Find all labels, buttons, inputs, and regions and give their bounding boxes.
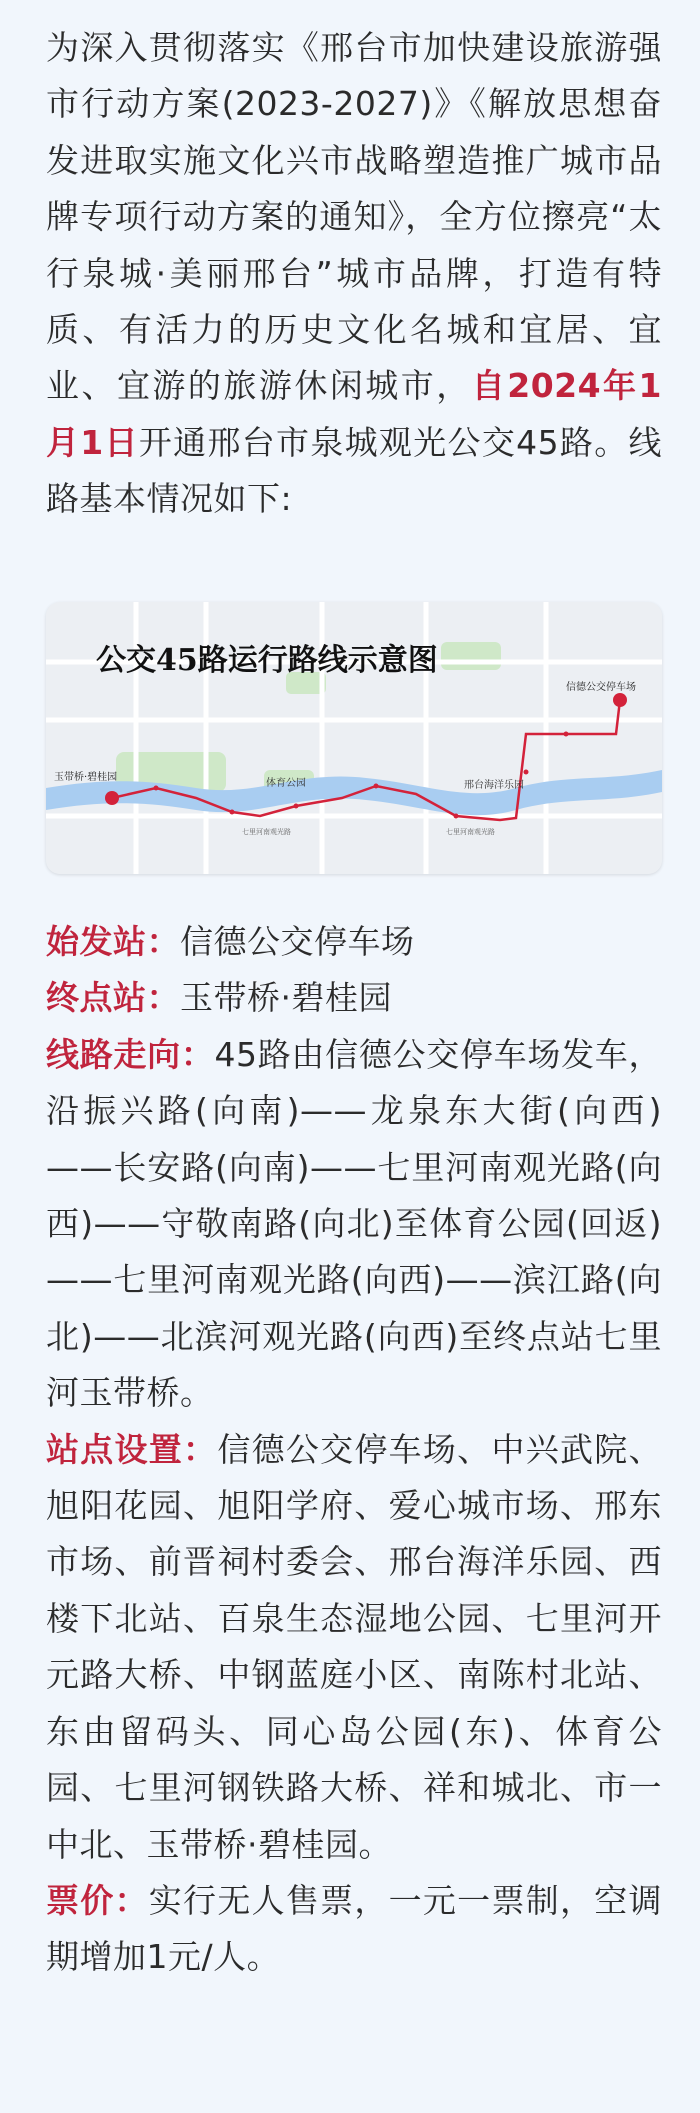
route-map-svg <box>46 602 662 874</box>
fare-value: 实行无人售票，一元一票制，空调期增加1元/人。 <box>46 1880 663 1977</box>
route-direction-label: 线路走向： <box>46 1034 215 1074</box>
route-map-image <box>46 602 662 874</box>
stop-dot <box>454 814 459 819</box>
map-label-end: 玉带桥·碧桂园 <box>54 772 118 783</box>
park-area <box>441 642 501 670</box>
intro-text: 为深入贯彻落实《邢台市加快建设旅游强市行动方案(2023-2027)》《解放思想奋发进取实施文化兴市战略塑造推广城市品牌专项行动方案的通知》，全方位擦亮“太行泉城·美丽邢台”城市品牌，打造有特质、有活力的历史文化名城和宜居、宜业、宜游的旅游休闲城市， <box>46 28 662 406</box>
map-label-road: 七里河南观光路 <box>446 828 495 836</box>
map-label-start: 信德公交停车场 <box>566 682 636 693</box>
end-station-value: 玉带桥·碧桂园 <box>180 978 392 1018</box>
end-station-label: 终点站： <box>46 978 180 1018</box>
stop-dot <box>374 784 379 789</box>
route-info <box>46 914 662 1986</box>
map-label-park: 体育公园 <box>266 778 306 789</box>
intro-paragraph <box>46 20 662 528</box>
stop-dot <box>294 804 299 809</box>
start-station-line <box>46 914 662 970</box>
stops-line <box>46 1422 662 1873</box>
intro-text-end: 开通邢台市泉城观光公交45路。线路基本情况如下: <box>46 422 662 519</box>
start-station-label: 始发站： <box>46 922 180 961</box>
fare-line <box>46 1873 662 1986</box>
stops-value: 信德公交停车场、中兴武院、旭阳花园、旭阳学府、爱心城市场、邢东市场、前晋祠村委会、邢台海洋乐园、西楼下北站、百泉生态湿地公园、七里河开元路大桥、中钢蓝庭小区、南陈村北站、东由留码头、同心岛公园(东)、体育公园、七里河钢铁路大桥、祥和城北、市一中北、玉带桥·碧桂园。 <box>46 1429 663 1864</box>
end-stop-marker <box>105 791 119 805</box>
stop-dot <box>154 786 159 791</box>
start-stop-marker <box>613 693 627 707</box>
map-label-ocean: 邢台海洋乐园 <box>464 780 524 791</box>
map-label-road: 七里河南观光路 <box>242 828 291 836</box>
map-title: 公交45路运行路线示意图 <box>96 643 438 678</box>
stops-label: 站点设置： <box>46 1429 218 1469</box>
stop-dot <box>564 732 569 737</box>
route-direction-line <box>46 1027 662 1422</box>
route-direction-value: 45路由信德公交停车场发车，沿振兴路(向南)——龙泉东大街(向西)——长安路(向南)——七里河南观光路(向西)——守敬南路(向北)至体育公园(回返)——七里河南观光路(向西)——滨江路(向北)——北滨河观光路(向西)至终点站七里河玉带桥。 <box>46 1034 662 1413</box>
stop-dot <box>230 810 235 815</box>
start-date-highlight: 自2024年1月1日 <box>46 366 662 462</box>
end-station-line <box>46 970 662 1026</box>
start-station-value: 信德公交停车场 <box>180 922 415 961</box>
fare-label: 票价： <box>46 1880 149 1920</box>
stop-dot <box>524 770 529 775</box>
